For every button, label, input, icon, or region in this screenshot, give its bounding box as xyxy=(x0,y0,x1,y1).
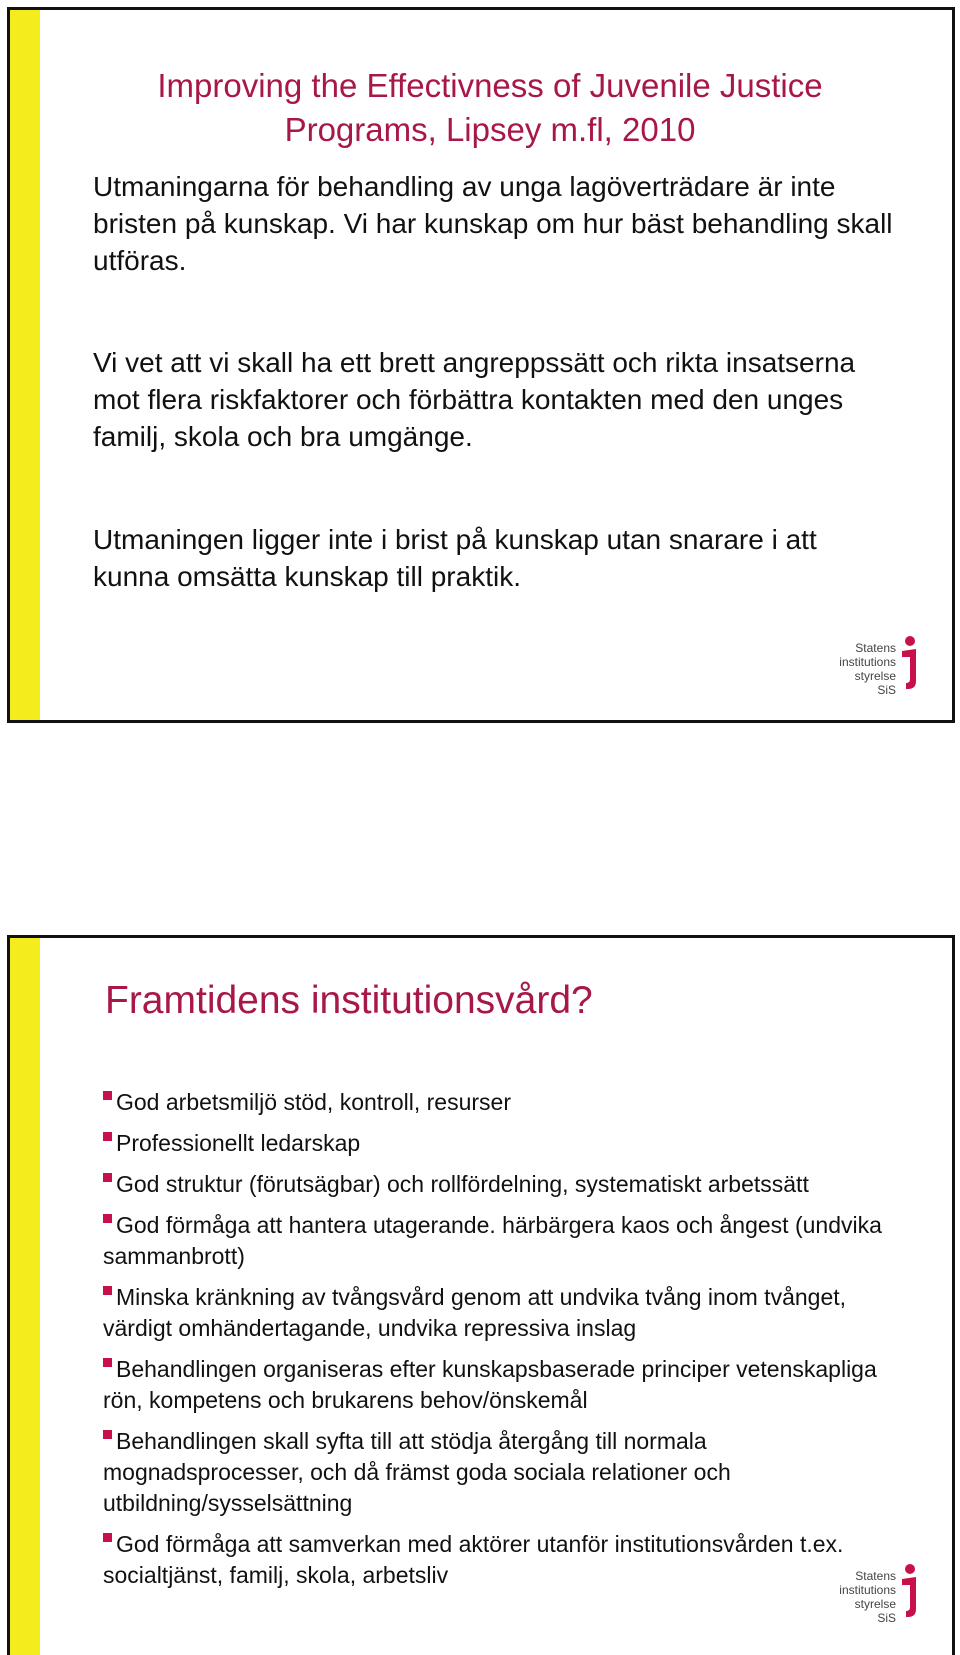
logo-line-3: styrelse SiS xyxy=(854,669,896,697)
bullet-list xyxy=(103,1087,903,1601)
bullet-square-icon xyxy=(103,1430,112,1439)
slide-2-title: Framtidens institutionsvård? xyxy=(105,979,593,1022)
bullet-text: God arbetsmiljö stöd, kontroll, resurser xyxy=(116,1089,511,1115)
bullet-text: Behandlingen organiseras efter kunskapsbaserade principer vetenskapliga rön, kompetens och brukarens behov/önskemål xyxy=(103,1356,877,1413)
bullet-item xyxy=(103,1354,903,1416)
bullet-text: God struktur (förutsägbar) och rollfördelning, systematiskt arbetssätt xyxy=(116,1171,809,1197)
sis-logo-icon xyxy=(898,635,922,691)
bullet-item xyxy=(103,1426,903,1519)
bullet-item xyxy=(103,1128,903,1159)
bullet-text: God förmåga att samverkan med aktörer utanför institutionsvården t.ex. socialtjänst, familj, skola, arbetsliv xyxy=(103,1531,844,1588)
bullet-text: Minska kränkning av tvångsvård genom att undvika tvång inom tvånget, värdigt omhändertagande, undvika repressiva inslag xyxy=(103,1284,847,1341)
logo-line-3: styrelse SiS xyxy=(854,1597,896,1625)
bullet-square-icon xyxy=(103,1286,112,1295)
slide-1-paragraph-3: Utmaningen ligger inte i brist på kunskap utan snarare i att kunna omsätta kunskap till praktik. xyxy=(93,524,817,592)
slide-1-paragraph-2: Vi vet att vi skall ha ett brett angreppssätt och rikta insatserna mot flera riskfaktorer och förbättra kontakten med den unges familj, skola och bra umgänge. xyxy=(93,347,856,452)
slide-2 xyxy=(7,935,955,1655)
bullet-square-icon xyxy=(103,1173,112,1182)
bullet-item xyxy=(103,1169,903,1200)
bullet-item xyxy=(103,1529,903,1591)
bullet-item xyxy=(103,1282,903,1344)
sis-logo-text xyxy=(839,641,896,697)
bullet-text: Professionellt ledarskap xyxy=(116,1130,361,1156)
bullet-square-icon xyxy=(103,1132,112,1141)
bullet-text: Behandlingen skall syfta till att stödja återgång till normala mognadsprocesser, och då främst goda sociala relationer och utbildning/sysselsättning xyxy=(103,1428,731,1516)
logo-line-1: Statens xyxy=(855,641,896,655)
bullet-item xyxy=(103,1087,903,1118)
slide-1-title-line-1: Improving the Effectivness of Juvenile Justice xyxy=(157,67,823,104)
bullet-square-icon xyxy=(103,1358,112,1367)
bullet-text: God förmåga att hantera utagerande. härbärgera kaos och ångest (undvika sammanbrott) xyxy=(103,1212,882,1269)
logo-line-1: Statens xyxy=(855,1569,896,1583)
sis-logo xyxy=(839,1563,930,1625)
logo-line-2: institutions xyxy=(839,655,896,669)
bullet-item xyxy=(103,1210,903,1272)
slide-1-title xyxy=(100,64,880,152)
bullet-square-icon xyxy=(103,1533,112,1542)
bullet-square-icon xyxy=(103,1091,112,1100)
sis-logo-icon xyxy=(898,1563,922,1619)
logo-line-2: institutions xyxy=(839,1583,896,1597)
slide-1 xyxy=(7,7,955,723)
accent-bar xyxy=(10,10,40,720)
sis-logo-text xyxy=(839,1569,896,1625)
accent-bar xyxy=(10,938,40,1655)
slide-1-paragraph-1: Utmaningarna för behandling av unga lagöverträdare är inte bristen på kunskap. Vi har kunskap om hur bäst behandling skall utföras. xyxy=(93,171,893,276)
slide-1-title-line-2: Programs, Lipsey m.fl, 2010 xyxy=(284,111,696,148)
bullet-square-icon xyxy=(103,1214,112,1223)
sis-logo xyxy=(839,635,930,697)
